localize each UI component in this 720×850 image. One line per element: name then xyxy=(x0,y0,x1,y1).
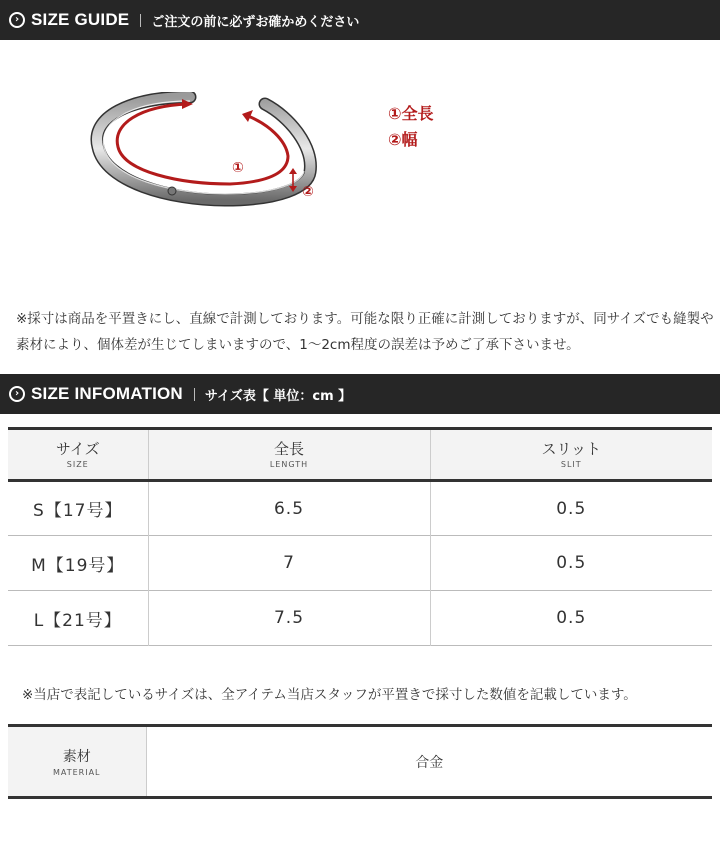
column-header-size xyxy=(8,429,148,481)
width-marker: ② xyxy=(302,184,314,200)
size-cell: L【21号】 xyxy=(33,610,122,631)
material-label xyxy=(8,726,146,798)
size-cell: M【19号】 xyxy=(31,555,125,576)
header-divider xyxy=(140,14,141,27)
table-row xyxy=(8,481,712,536)
column-header-size-en: SIZE xyxy=(66,460,89,469)
length-marker: ① xyxy=(232,160,244,176)
column-header-length xyxy=(148,429,430,481)
slit-cell: 0.5 xyxy=(430,481,712,536)
size-information-header xyxy=(0,374,720,414)
measurement-note: ※採寸は商品を平置きにし、直線で計測しております。可能な限り正確に計測しておりますが、同サイズでも縫製や素材により、個体差が生じてしまいますので、1〜2cm程度の誤差は予めご了承下さいませ。 xyxy=(16,311,714,353)
size-guide-title: SIZE GUIDE xyxy=(31,10,130,29)
chevron-right-icon: › xyxy=(9,12,25,28)
size-guide-header xyxy=(0,0,720,40)
size-table-header-row xyxy=(8,429,712,481)
legend-length: ①全長 xyxy=(388,104,434,123)
material-label-jp: 素材 xyxy=(62,749,91,765)
size-cell: S【17号】 xyxy=(33,501,123,521)
size-information-title: SIZE INFOMATION xyxy=(31,384,183,403)
header-divider xyxy=(194,388,195,401)
column-header-slit-jp: スリット xyxy=(541,440,601,458)
slit-cell: 0.5 xyxy=(430,591,712,646)
size-table xyxy=(8,427,712,646)
length-cell: 6.5 xyxy=(148,481,430,536)
slit-cell: 0.5 xyxy=(430,536,712,591)
measurement-legend xyxy=(388,101,434,153)
column-header-slit xyxy=(430,429,712,481)
size-information-subtitle: サイズ表【 単位：cm 】 xyxy=(204,388,352,404)
column-header-slit-en: SLIT xyxy=(560,460,582,469)
length-cell: 7.5 xyxy=(148,591,430,646)
material-value: 合金 xyxy=(415,754,444,771)
size-guide-subtitle: ご注文の前に必ずお確かめください xyxy=(151,14,360,30)
material-table xyxy=(8,724,712,799)
material-label-en: MATERIAL xyxy=(52,768,101,777)
column-header-length-jp: 全長 xyxy=(273,440,304,458)
column-header-length-en: LENGTH xyxy=(269,460,309,469)
chevron-right-icon: › xyxy=(9,386,25,402)
legend-width: ②幅 xyxy=(388,130,418,149)
material-row xyxy=(8,726,712,798)
table-row xyxy=(8,536,712,591)
table-row xyxy=(8,591,712,646)
bangle-illustration xyxy=(90,92,340,212)
size-note: ※当店で表記しているサイズは、全アイテム当店スタッフが平置きで採寸した数値を記載しています。 xyxy=(22,687,637,703)
length-cell: 7 xyxy=(148,536,430,591)
column-header-size-jp: サイズ xyxy=(55,440,100,458)
